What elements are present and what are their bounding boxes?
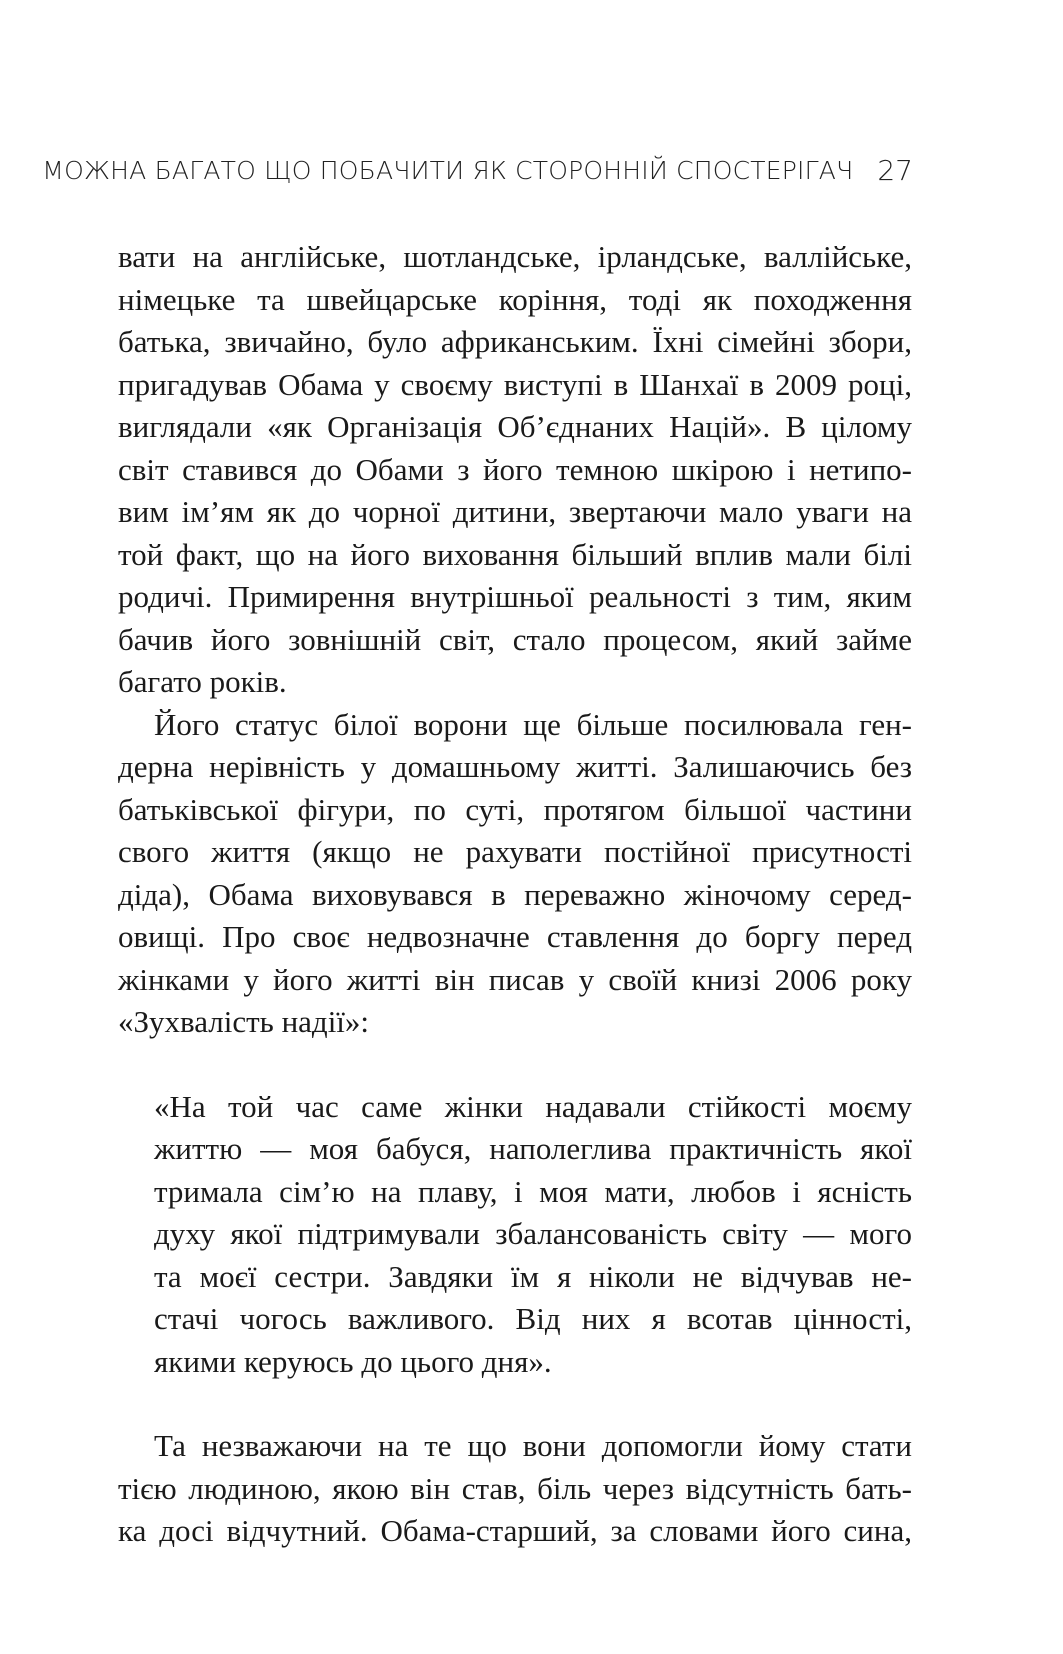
text-line: свого життя (якщо не рахувати постійної присутності [118, 834, 912, 869]
quote-line: духу якої підтримували збалансованість світу — мого [154, 1216, 912, 1251]
text-line: світ ставився до Обами з його темною шкірою і нетипо- [118, 451, 912, 487]
paragraph-2 [118, 704, 912, 1044]
text-line: німецьке та швейцарське коріння, тоді як походження [118, 281, 912, 317]
text-line: пригадував Обама у своєму виступі в Шанхаї в 2009 році, [118, 366, 912, 402]
text-line: «Зухвалість надії»: [118, 1004, 370, 1039]
text-line: той факт, що на його виховання більший вплив мали білі [118, 536, 912, 572]
body-text [118, 236, 912, 1553]
text-line: багато років. [118, 664, 287, 699]
text-line: батьківської фігури, по суті, протягом більшої частини [118, 791, 912, 827]
text-line: виглядали «як Організація Об’єднаних Націй». В цілому [118, 409, 912, 444]
paragraph-3 [118, 1425, 912, 1553]
quote-line: та моєї сестри. Завдяки їм я ніколи не відчував не- [154, 1258, 912, 1294]
text-line: овищі. Про своє недвозначне ставлення до боргу перед [118, 919, 912, 954]
running-header [42, 150, 913, 190]
text-line: дерна нерівність у домашньому житті. Залишаючись без [118, 749, 912, 784]
text-line: Його статус білої ворони ще більше посилювала ген- [154, 706, 912, 742]
text-line: тією людиною, якою він став, біль через відсутність бать- [118, 1470, 912, 1506]
text-line: ка досі відчутний. Обама-старший, за словами його сина, [118, 1513, 912, 1548]
text-line: родичі. Примирення внутрішньої реальності з тим, яким [118, 579, 912, 614]
text-line: діда), Обама виховувався в переважно жіночому серед- [118, 876, 912, 912]
spacer [118, 1383, 912, 1425]
text-line: вим ім’ям як до чорної дитини, звертаючи мало уваги на [118, 494, 912, 529]
page-number: 27 [877, 153, 913, 187]
text-line: жінками у його житті він писав у своїй книзі 2006 року [118, 961, 912, 997]
text-line: вати на англійське, шотландське, ірландське, валлійське, [118, 239, 912, 274]
chapter-title: МОЖНА БАГАТО ЩО ПОБАЧИТИ ЯК СТОРОННІЙ СПОСТЕРІГАЧ [42, 155, 854, 185]
quote-line: якими керуюсь до цього дня». [154, 1343, 552, 1379]
quote-line: «На той час саме жінки надавали стійкості моєму [154, 1088, 912, 1124]
text-line: Та незважаючи на те що вони допомогли йому стати [154, 1428, 912, 1463]
block-quote [154, 1086, 912, 1384]
text-line: батька, звичайно, було африканським. Їхні сімейні збори, [118, 324, 912, 359]
text-line: бачив його зовнішній світ, стало процесом, який займе [118, 621, 912, 657]
quote-line: стачі чогось важливого. Від них я всотав цінності, [154, 1301, 912, 1336]
paragraph-1 [118, 236, 912, 704]
quote-line: життю — моя бабуся, наполеглива практичність якої [154, 1131, 912, 1166]
quote-line: тримала сім’ю на плаву, і моя мати, любов і ясність [154, 1173, 912, 1209]
